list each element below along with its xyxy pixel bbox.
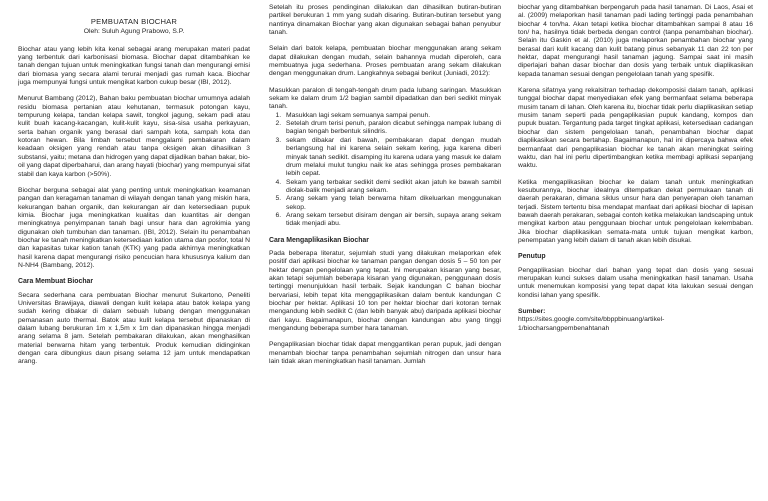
list-item: 6. Arang sekam tersebut disiram dengan air bersih, supaya arang sekam tidak menjadi abu. [283,212,501,229]
list-item: 3. sekam dibakar dari bawah, pembakaran dapat dengan mudah berlangsung hal ini karena selain sekam kering, juga karena diberi minyak tanah sedikit. disamping itu karena udara yang masuk ke dalam drum melalui mulut tungku naik ke atas sehingga proses pembakaran lebih cepat. [283,137,501,179]
paragraph-coconut-method: Secara sederhana cara pembuatan Biochar menurut Sukartono, Peneliti Universitas Brawijaya, diawali dengan kulit kelapa atau batok kelapa yang sudah kering dibakar di dalam sebuah lubang dengan menggunakan pemanasan auto thermal. Batok atau kulit kelapa tersebut dipanaskan di dalam lubang berukuran 1m x 1,5m x 1m dan dipanaskan hingga menjadi arang selama 8 jam. Setelah pembakaran dilakukan, akan menghasilkan material berwarna hitam yang terbentuk. Produk kemudian didinginkan dengan cara dibungkus daun pisang selama 12 jam untuk mendapatkan arang. [18,291,250,366]
list-item: 2. Setelah drum terisi penuh, paralon dicabut sehingga nampak lubang di bagian tengah berbentuk silindris. [283,120,501,137]
heading-cara-membuat: Cara Membuat Biochar [18,278,94,286]
list-item: 1. Masukkan lagi sekam semuanya sampai penuh. [283,112,501,120]
paragraph-drum-prep: Masukkan paralon di tengah-tengah drum pada lubang saringan. Masukkan sekam ke dalam drum 1/2 bagian sambil dipadatkan dan beri sedikit minyak tanah. [269,86,501,111]
author-line: Oleh: Suluh Agung Prabowo, S.P. [83,28,185,36]
steps-list [269,112,501,229]
column-middle [269,4,501,499]
paragraph-placement: Ketika mengaplikasikan biochar ke dalam tanah untuk meningkatkan kesuburannya, biochar idealnya ditempatkan dekat permukaan tanah di daerah perakaran, dimana siklus unsur hara dan penyerapan oleh tanaman terjadi. Sistem tertentu bisa mendapat manfaat dari aplikasi biochar di lapisan bawah daerah perakaran, sebagai contoh ketika melakukan landscaping untuk mengikat karbon atau penggunaan biochar untuk pengelolaan kelembaban. Jika biochar diaplikasikan semata-mata untuk tujuan mengikat karbon, penempatan yang lebih dalam di tanah akan lebih disukai. [518,178,753,244]
paragraph-yield-studies: biochar yang ditambahkan berpengaruh pada hasil tanaman. Di Laos, Asai et al. (2009) melaporkan hasil tanaman padi lading tertinggi pada penambahan biochar 4 ton/ha. Akan tetapi ketika biochar ditambahkan sampai 8 atau 16 ton/ ha, hasilnya tidak berbeda dengan control (tanpa penambahan biochar). Selain itu Gaskin et al. (2010) juga melaporkan penambahan biochar yang berasal dari kulit kacang dan kulit batang pinus sebanyak 11 dan 22 ton per hektar, dapat mengurangi hasil tanaman jagung. Sampai saat ini masih diperlajari bahan dasar biochar dan dosis yang terbaik untuk diaplikasikan kepada tanaman sesuai dengan pengelolaan tanah yang spesifik. [518,4,753,78]
paragraph-intro: Biochar atau yang lebih kita kenal sebagai arang merupakan materi padat yang terbentuk dari karbonisasi biomasa. Biochar dapat ditambahkan ke tanah dengan tujuan untuk meningkatkan fungsi tanah dan mengurangi emisi dari biomasa yang secara alami terurai menjadi gas rumah kaca. Biochar juga mempunyai fungsi untuk mengikat karbon cukup besar (IBI, 2012). [18,45,250,87]
paragraph-dosage: Pada beberapa literatur, sejumlah studi yang dilakukan melaporkan efek positif dari aplikasi biochar ke tanaman pangan dengan dosis 5 – 50 ton per hektar dengan pengelolaan yang tepat. Ini merupakan kisaran yang besar, akan tetapi sejumlah beberapa kisaran yang digunakan, penggunaan dosis tertinggi menunjukkan hasil terbaik. Sejak kandungan C bahan biochar bervariasi, lebih tepat kita menggaplikasikan dalam bentuk kandungan C biochar per hektar. Aplikasi 10 ton per hektar biochar dari kotoran ternak mengandung lebih sedikit C (dan lebih banyak abu) daripada aplikasi biochar dari kayu. Bagaimanapun, biochar dengan kandungan abu yang tinggi mengandung beberapa sumber hara tanaman. [269,249,501,333]
paragraph-conclusion: Pengaplikasian biochar dari bahan yang tepat dan dosis yang sesuai merupakan kunci sukses dalam usaha meningkatkan hasil tanaman. Usaha untuk menemukan komposisi yang tepat dapat kita lakukan sesuai dengan kondisi lahan yang spesifik. [518,266,753,299]
column-right [518,4,753,499]
paragraph-benefits: Biochar berguna sebagai alat yang penting untuk meningkatkan keamanan pangan dan keragaman tanaman di wilayah dengan tanah yang miskin hara, kekurangan bahan organik, dan kekurangan air dan ketersediaan pupuk kimia. Biochar juga meningkatkan kualitas dan kuantitas air dengan meningkatnya penyimpanan tanah bagi unsur hara dan agrokimia yang digunakan oleh tumbuhan dan tanaman. (IBI, 2012). Selain itu penambahan biochar ke tanah meningkatkan ketersediaan kation utama dan posfor, total N dan kapasitas tukar kation tanah (KTK) yang pada akhirnya meningkatkan hasil karena dapat mengurangi risiko pencucian hara khususnya kalium dan N-NH4 (Bambang, 2012). [18,186,250,269]
column-left [18,4,250,499]
heading-cara-mengaplikasikan: Cara Mengaplikasikan Biochar [269,236,369,244]
source-label: Sumber: [518,308,546,315]
paragraph-rice-husk: Selain dari batok kelapa, pembuatan biochar menggunakan arang sekam dapat dilakukan dengan mudah, selain bahannya mudah diperoleh, cara membuatnya juga sederhana. Proses pembuatan arang sekam dilakukan dengan menggunakan drum. Langkahnya sebagai berikut (Juniadi, 2012): [269,45,501,78]
paragraph-recalcitrant: Karena sifatnya yang rekalsitran terhadap dekomposisi dalam tanah, aplikasi tunggal biochar dapat menyediakan efek yang bermanfaat selama beberapa musim tanam di lahan. Oleh karena itu, biochar tidak perlu diaplikasikan setiap musim tanam seperti pada pengaplikasian pupuk kandang, kompos dan pupuk buatan. Tergantung pada target tingkat aplikasi, ketersediaan cadangan biochar dan sistem pengelolaan tanah, penambahan biochar dapat diaplikasikan secara bertahap. Bagaimanapun, hal ini dipercaya bahwa efek bermanfaat dari pengaplikasian biochar ke tanah akan meningkat seiring waktu, dan hal ini perlu dipertimbangkan ketika membagi aplikasi sepanjang waktu. [518,87,753,170]
paragraph-cooling: Setelah itu proses pendinginan dilakukan dan dihasilkan butiran-butiran partikel berukuran 1 mm yang sudah disaring. Butiran-butiran tersebut yang nantinya dinamakan Biochar yang akan digunakan sebagai bahan penyubur tanah. [269,4,501,37]
document-title: PEMBUATAN BIOCHAR [90,17,178,26]
source-link[interactable]: https://sites.google.com/site/bbppbinuang/artikel-1/biocharsangpembenahtanah [518,316,665,332]
paragraph-raw-materials: Menurut Bambang (2012), Bahan baku pembuatan biochar umumnya adalah residu biomasa pertanian atau kehutanan, termasuk potongan kayu, tempurung kelapa, tandan kelapa sawit, tongkol jagung, sekam padi atau kulit buah kacang-kacangan, kulit-kulit kayu, sisa-sisa usaha perkayuan, serta bahan organik yang berasal dari sampah kota, sampah kota dan kotoran hewan. Bila limbah tersebut menggalami pembakaran dalam keadaan oksigen yang rendah atau tanpa oksigen akan dihasilkan 3 substansi, yaitu; metana dan hidrogen yang dapat dijadikan bahan bakar, bio-oil yang dapat diperbaharui, dan arang hayati (biochar) yang mempunyai sifat stabil dan kaya karbon (>50%). [18,95,250,178]
list-item: 5. Arang sekam yang telah berwarna hitam dikeluarkan menggunakan sekop. [283,195,501,212]
heading-penutup: Penutup [518,253,546,261]
paragraph-fertilizer: Pengaplikasian biochar tidak dapat menggantikan peran pupuk, jadi dengan menambah biochar tanpa penambahan sejumlah nitrogen dan unsur hara lain tidak akan meningkatkan hasil tanaman. Jumlah [269,341,501,366]
list-item: 4. Sekam yang terbakar sedikit demi sedikit akan jatuh ke bawah sambil diolak-balik menjadi arang sekam. [283,179,501,196]
